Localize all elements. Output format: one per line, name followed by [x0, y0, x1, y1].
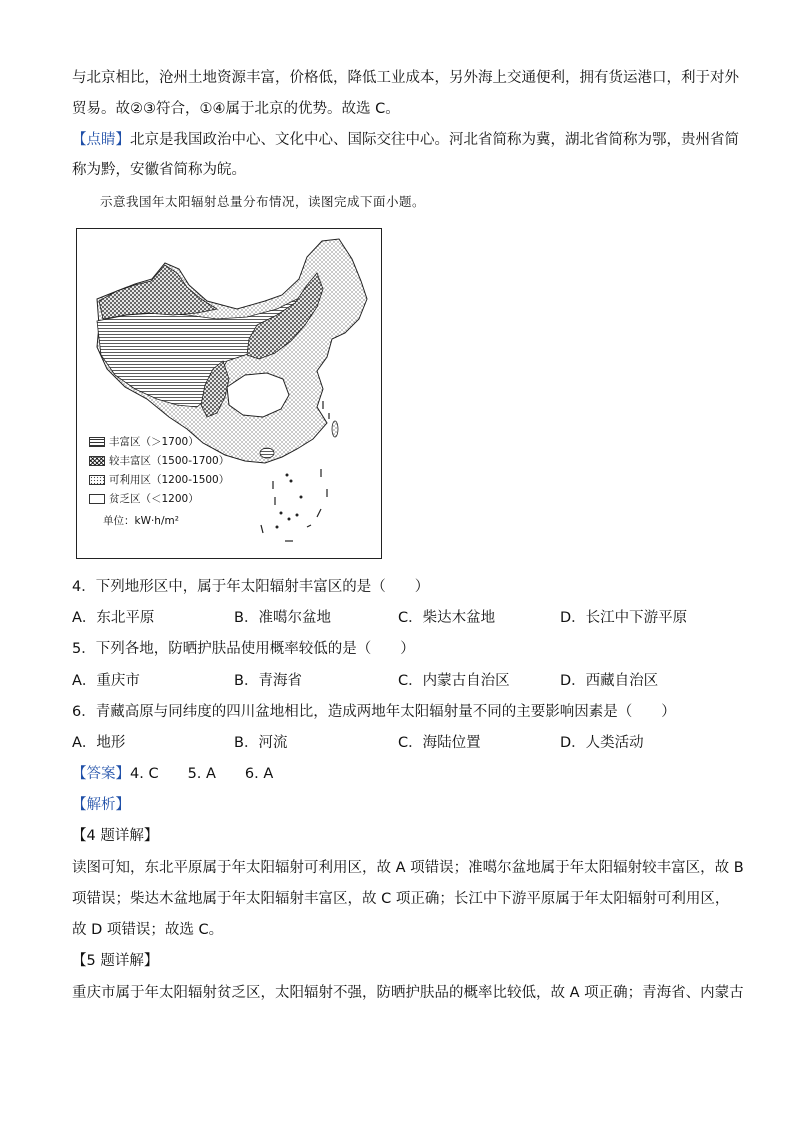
- q4-analysis-tag: 【4 题详解】: [72, 828, 159, 844]
- legend-swatch-blank: [89, 494, 105, 504]
- q5-option-a: A．重庆市: [72, 673, 140, 689]
- q4-option-a: A．东北平原: [72, 610, 155, 626]
- q6-option-a: A．地形: [72, 735, 126, 751]
- answer-text: 4. C 5. A 6. A: [130, 766, 274, 782]
- q5-analysis-line-1: 重庆市属于年太阳辐射贫乏区，太阳辐射不强，防晒护肤品的概率比较低，故 A 项正确；青海省、内蒙古: [72, 985, 744, 1001]
- taiwan-island: [332, 421, 338, 437]
- q4-option-d: D．长江中下游平原: [560, 610, 688, 626]
- legend-rich: [89, 435, 199, 449]
- q5-option-d: D．西藏自治区: [560, 673, 659, 689]
- q4-analysis-line-1: 读图可知，东北平原属于年太阳辐射可利用区，故 A 项错误；准噶尔盆地属于年太阳辐射较丰富区，故 B: [72, 860, 744, 876]
- legend-swatch-crosshatch: [89, 456, 105, 466]
- dianjing-line-1: [72, 130, 739, 150]
- para-1-line-2: 贸易。故②③符合，①④属于北京的优势。故选 C。: [72, 101, 400, 117]
- legend-unit: 单位：kW·h/m²: [103, 515, 179, 527]
- legend-swatch-dots: [89, 475, 105, 485]
- legend-poor: [89, 492, 199, 506]
- answer-line: [72, 764, 273, 784]
- q6-option-c: C．海陆位置: [398, 735, 481, 751]
- q4-option-b: B．准噶尔盆地: [234, 610, 331, 626]
- legend-swatch-lines: [89, 437, 105, 447]
- question-6-stem: 6．青藏高原与同纬度的四川盆地相比，造成两地年太阳辐射量不同的主要影响因素是（ ）: [72, 704, 676, 720]
- legend-label-fairly-rich: 较丰富区（1500-1700）: [109, 455, 230, 467]
- q5-option-b: B．青海省: [234, 673, 302, 689]
- para-1-line-1: 与北京相比，沧州土地资源丰富，价格低，降低工业成本，另外海上交通便利，拥有货运港口，利于对外: [72, 70, 739, 86]
- dianjing-tag: 【点睛】: [72, 132, 130, 148]
- q6-option-b: B．河流: [234, 735, 288, 751]
- china-map-figure: [77, 229, 380, 557]
- legend-fairly-rich: [89, 454, 229, 468]
- q6-option-d: D．人类活动: [560, 735, 644, 751]
- legend-label-poor: 贫乏区（＜1200）: [109, 493, 199, 505]
- analysis-tag: 【解析】: [72, 797, 130, 813]
- map-intro: 示意我国年太阳辐射总量分布情况，读图完成下面小题。: [100, 194, 426, 209]
- legend-label-rich: 丰富区（＞1700）: [109, 436, 199, 448]
- hainan-island: [260, 448, 274, 458]
- q4-option-c: C．柴达木盆地: [398, 610, 496, 626]
- question-4-stem: 4．下列地形区中，属于年太阳辐射丰富区的是（ ）: [72, 579, 430, 595]
- solar-radiation-map: [76, 228, 382, 559]
- dianjing-line-2: 称为黔，安徽省简称为皖。: [72, 162, 246, 178]
- region-fairly-rich-west: [99, 265, 217, 319]
- q5-analysis-tag: 【5 题详解】: [72, 953, 159, 969]
- legend-label-usable: 可利用区（1200-1500）: [109, 474, 230, 486]
- question-5-stem: 5．下列各地，防晒护肤品使用概率较低的是（ ）: [72, 641, 415, 657]
- dianjing-text-1: 北京是我国政治中心、文化中心、国际交往中心。河北省简称为冀，湖北省简称为鄂，贵州省简: [130, 132, 739, 148]
- answer-tag: 【答案】: [72, 766, 130, 782]
- q4-analysis-line-3: 故 D 项错误；故选 C。: [72, 922, 224, 938]
- legend-usable: [89, 473, 229, 487]
- q5-option-c: C．内蒙古自治区: [398, 673, 510, 689]
- q4-analysis-line-2: 项错误；柴达木盆地属于年太阳辐射丰富区，故 C 项正确；长江中下游平原属于年太阳辐射可利用区，: [72, 891, 730, 907]
